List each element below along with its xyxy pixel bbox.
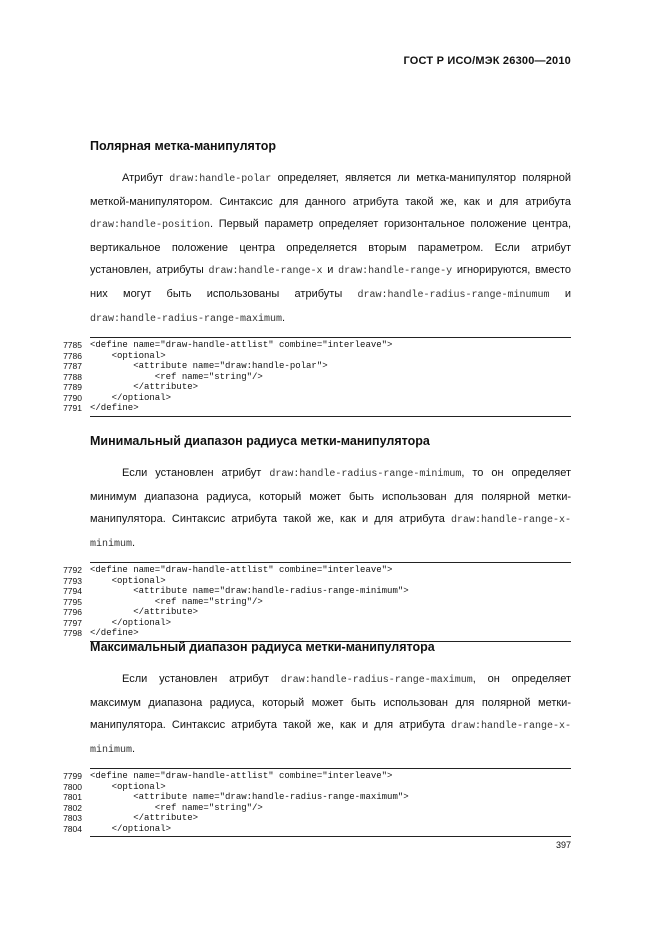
code-line — [63, 565, 571, 576]
inline-code: draw:handle-range-x-minimum — [90, 721, 571, 756]
code-text: </define> — [90, 628, 139, 638]
line-number: 7796 — [63, 607, 82, 617]
section-paragraph — [90, 167, 571, 331]
code-line — [63, 340, 571, 351]
code-line — [63, 628, 571, 639]
section-polar-handle — [63, 138, 572, 417]
inline-code: draw:handle-radius-range-maximum — [90, 314, 283, 325]
inline-code: draw:handle-position — [90, 220, 211, 231]
line-number: 7797 — [63, 617, 82, 628]
line-number: 7799 — [63, 771, 82, 781]
code-text: </attribute> — [90, 382, 199, 392]
code-line — [63, 823, 571, 835]
section-heading: Максимальный диапазон радиуса метки-манипулятора — [90, 640, 435, 654]
page-number: 397 — [555, 840, 571, 850]
code-text: <attribute name="draw:handle-radius-range-minimum"> — [90, 586, 409, 596]
code-text: </optional> — [90, 392, 172, 403]
code-line — [63, 586, 571, 597]
code-line — [63, 771, 571, 782]
line-number: 7790 — [63, 392, 82, 403]
line-number: 7802 — [63, 802, 82, 813]
code-line — [63, 371, 571, 383]
section-paragraph — [90, 668, 571, 762]
code-line — [63, 607, 571, 618]
paragraph-text: определяет, является ли метка-манипулятор полярной меткой-манипулятором. Синтаксис для данного атрибута такой же, как и для атрибута — [90, 172, 571, 208]
code-line — [63, 382, 571, 393]
paragraph-text: Если установлен атрибут — [122, 467, 270, 479]
inline-code: draw:handle-range-x-minimum — [90, 515, 571, 550]
paragraph-text: игнорируются, вместо них могут быть использованы атрибуты — [90, 264, 572, 300]
code-line — [63, 781, 571, 793]
code-line — [63, 350, 571, 362]
code-line — [63, 361, 571, 372]
code-text: <ref name="string"/> — [90, 802, 263, 813]
code-text: <optional> — [90, 575, 166, 586]
code-text: </optional> — [90, 823, 172, 834]
paragraph-text: , он определяет максимум диапазона радиуса, который может быть использован для полярной метки-манипулятора. Синтаксис атрибута такой же, как и для атрибута — [90, 673, 571, 731]
code-line — [63, 392, 571, 404]
paragraph-text: . — [282, 312, 286, 324]
section-heading: Полярная метка-манипулятор — [90, 139, 277, 153]
code-block — [63, 562, 571, 642]
document-header: ГОСТ Р ИСО/МЭК 26300—2010 — [403, 55, 571, 67]
paragraph-text: и — [549, 288, 571, 300]
inline-code: draw:handle-range-x — [208, 266, 323, 277]
line-number: 7789 — [63, 382, 82, 392]
code-block — [63, 337, 571, 417]
code-text: <optional> — [90, 350, 166, 361]
section-radius-maximum — [63, 639, 571, 837]
code-block — [63, 768, 571, 837]
line-number: 7786 — [63, 350, 82, 361]
code-text: <optional> — [90, 781, 166, 792]
line-number: 7788 — [63, 371, 82, 382]
section-heading: Минимальный диапазон радиуса метки-манипулятора — [90, 434, 430, 448]
code-text: <ref name="string"/> — [90, 371, 263, 382]
line-number: 7800 — [63, 781, 82, 792]
line-number: 7785 — [63, 340, 82, 350]
code-line — [63, 792, 571, 803]
inline-code: draw:handle-radius-range-minumum — [357, 290, 550, 301]
paragraph-text: . Первый параметр определяет горизонтальное положение центра, вертикальное положение центра определяется вторым параметром. Если атрибут установлен, атрибуты — [90, 218, 571, 276]
paragraph-text: Если установлен атрибут — [122, 673, 281, 685]
inline-code: draw:handle-radius-range-maximum — [280, 675, 473, 686]
line-number: 7792 — [63, 565, 82, 575]
code-text: </attribute> — [90, 813, 199, 823]
code-text: <define name="draw-handle-attlist" combine="interleave"> — [90, 340, 393, 350]
code-line — [63, 403, 571, 414]
code-text: <attribute name="draw:handle-radius-range-maximum"> — [90, 792, 409, 802]
code-line — [63, 617, 571, 629]
line-number: 7791 — [63, 403, 82, 413]
inline-code: draw:handle-radius-range-minimum — [269, 469, 462, 480]
line-number: 7787 — [63, 361, 82, 371]
code-line — [63, 802, 571, 814]
paragraph-text: , то он определяет минимум диапазона радиуса, который может быть использован для полярной метки-манипулятора. Синтаксис атрибута такой же, как и для атрибута — [90, 467, 571, 525]
paragraph-text: Атрибут — [122, 172, 170, 184]
code-text: </attribute> — [90, 607, 199, 617]
code-text: <attribute name="draw:handle-polar"> — [90, 361, 328, 371]
code-line — [63, 813, 571, 824]
paragraph-text: и — [322, 264, 339, 276]
code-text: <define name="draw-handle-attlist" combine="interleave"> — [90, 565, 393, 575]
paragraph-text: . — [132, 743, 136, 755]
line-number: 7793 — [63, 575, 82, 586]
line-number: 7804 — [63, 823, 82, 834]
section-paragraph — [90, 462, 571, 556]
line-number: 7801 — [63, 792, 82, 802]
code-text: <define name="draw-handle-attlist" combine="interleave"> — [90, 771, 393, 781]
inline-code: draw:handle-polar — [169, 174, 272, 185]
code-text: </define> — [90, 403, 139, 413]
line-number: 7794 — [63, 586, 82, 596]
line-number: 7795 — [63, 596, 82, 607]
line-number: 7798 — [63, 628, 82, 638]
code-text: <ref name="string"/> — [90, 596, 263, 607]
inline-code: draw:handle-range-y — [338, 266, 453, 277]
line-number: 7803 — [63, 813, 82, 823]
code-text: </optional> — [90, 617, 172, 628]
paragraph-text: . — [132, 537, 136, 549]
section-radius-minimum — [63, 433, 571, 642]
code-line — [63, 575, 571, 587]
code-line — [63, 596, 571, 608]
